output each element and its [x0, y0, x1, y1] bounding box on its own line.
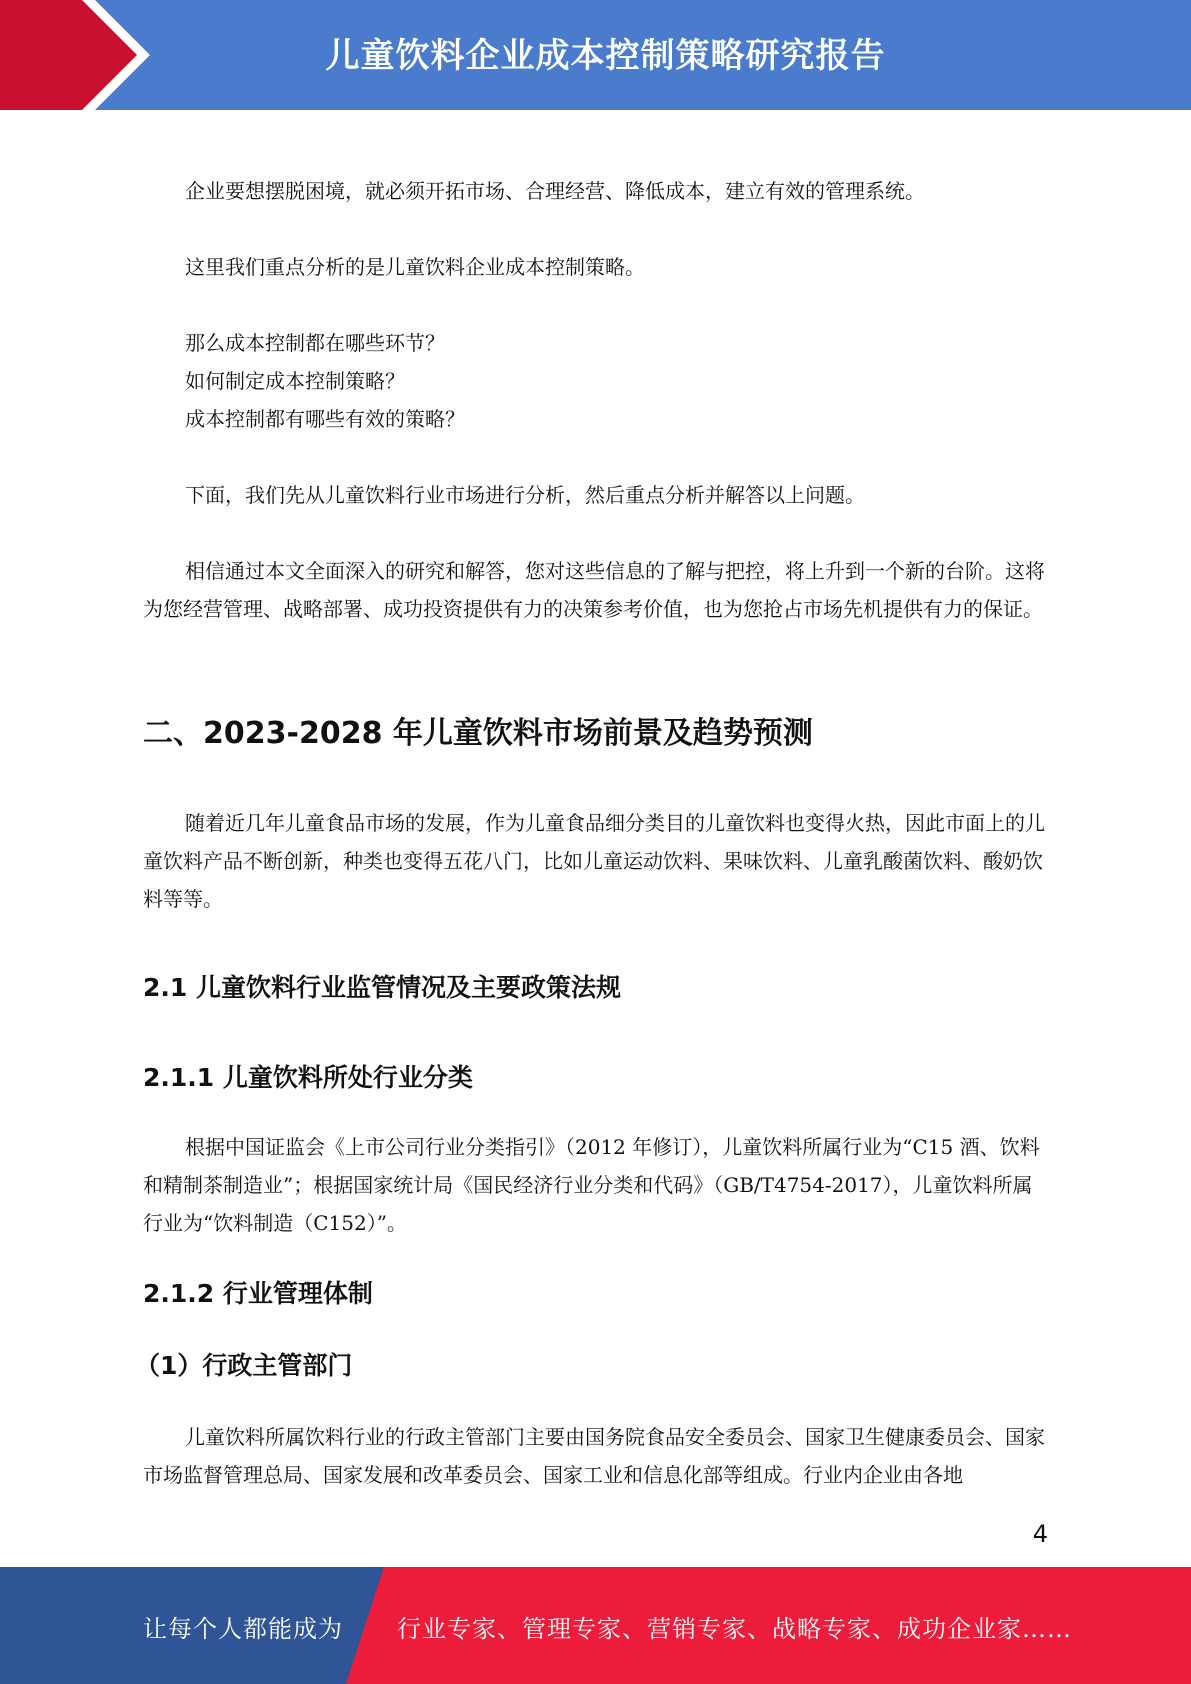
paragraph: 这里我们重点分析的是儿童饮料企业成本控制策略。	[185, 255, 645, 279]
footer-slogan-left: 让每个人都能成为	[143, 1615, 343, 1643]
question-item: 成本控制都有哪些有效的策略？	[185, 407, 465, 431]
report-title: 儿童饮料企业成本控制策略研究报告	[325, 36, 886, 76]
paragraph: 儿童饮料所属饮料行业的行政主管部门主要由国务院食品安全委员会、国家卫生健康委员会、国家市场监督管理总局、国家发展和改革委员会、国家工业和信息化部等组成。行业内企业由各地	[143, 1425, 1045, 1487]
page-header	[0, 0, 1191, 110]
page-footer	[0, 1567, 1191, 1684]
paragraph: 根据中国证监会《上市公司行业分类指引》（2012 年修订），儿童饮料所属行业为“C15 酒、饮料和精制茶制造业”；根据国家统计局《国民经济行业分类和代码》（GB/T4754-2017），儿童饮料所属行业为“饮料制造（C152）”。	[143, 1135, 1040, 1235]
page-number: 4	[1032, 1520, 1048, 1548]
question-item: 如何制定成本控制策略？	[185, 369, 405, 393]
section-heading: 二、2023-2028 年儿童饮料市场前景及趋势预测	[143, 716, 813, 751]
question-item: 那么成本控制都在哪些环节？	[185, 331, 445, 355]
paragraph: 下面，我们先从儿童饮料行业市场进行分析，然后重点分析并解答以上问题。	[185, 483, 865, 507]
subsubsection-heading: 2.1.1 儿童饮料所处行业分类	[143, 1063, 473, 1092]
paragraph: 相信通过本文全面深入的研究和解答，您对这些信息的了解与把控，将上升到一个新的台阶。这将为您经营管理、战略部署、成功投资提供有力的决策参考价值，也为您抢占市场先机提供有力的保证。	[143, 559, 1045, 621]
subsubsection-heading: 2.1.2 行业管理体制	[143, 1279, 373, 1308]
footer-slogan-right: 行业专家、管理专家、营销专家、战略专家、成功企业家……	[397, 1615, 1072, 1643]
paragraph: 企业要想摆脱困境，就必须开拓市场、合理经营、降低成本，建立有效的管理系统。	[185, 179, 925, 203]
subsection-heading: 2.1 儿童饮料行业监管情况及主要政策法规	[143, 973, 621, 1002]
item-heading: （1）行政主管部门	[135, 1351, 353, 1380]
paragraph: 随着近几年儿童食品市场的发展，作为儿童食品细分类目的儿童饮料也变得火热，因此市面上的儿童饮料产品不断创新，种类也变得五花八门，比如儿童运动饮料、果味饮料、儿童乳酸菌饮料、酸奶饮料等等。	[143, 811, 1045, 911]
